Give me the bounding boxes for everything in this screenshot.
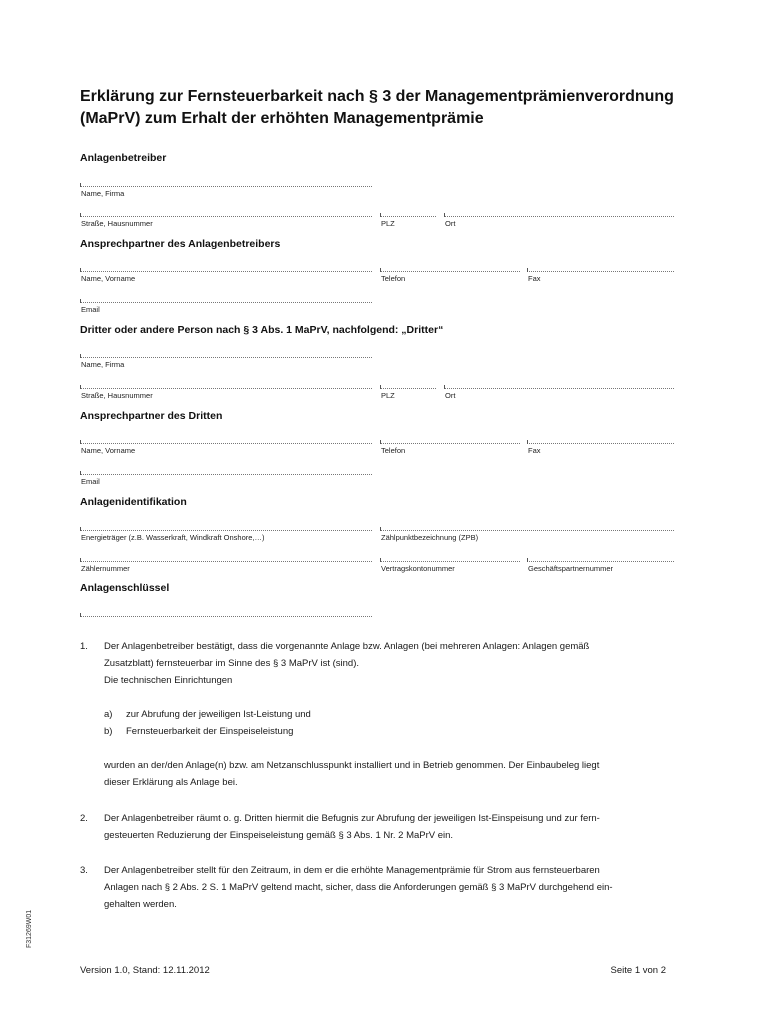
field-label: PLZ [381,219,395,228]
item-text [104,810,676,844]
dritter-telefon-field[interactable] [380,443,520,458]
field-label: Email [81,305,100,314]
item-1-conclusion [104,757,676,791]
field-label: Zählernummer [81,564,130,573]
item-line: Der Anlagenbetreiber räumt o. g. Dritten hiermit die Befugnis zur Abrufung der jeweiligen Ist-Einspeisung und zur fern- [104,813,600,824]
section-anlagenschluessel: Anlagenschlüssel [80,582,170,594]
item-number: 2. [80,813,88,824]
dritter-plz-field[interactable] [380,388,436,403]
item-line: Die technischen Einrichtungen [104,675,233,686]
dritter-fax-field[interactable] [527,443,674,458]
dritter-email-field[interactable] [80,474,372,489]
field-label: Straße, Hausnummer [81,219,153,228]
dritter-kontakt-name-field[interactable] [80,443,372,458]
betreiber-telefon-field[interactable] [380,271,520,286]
field-label: Fax [528,274,541,283]
field-label: Name, Firma [81,189,125,198]
field-label: Ort [445,219,456,228]
item-line: wurden an der/den Anlage(n) bzw. am Netzanschlusspunkt installiert und in Betrieb genommen. Der Einbaubeleg liegt [104,760,600,771]
section-anlagenbetreiber: Anlagenbetreiber [80,152,167,164]
item-text [104,638,676,689]
sub-letter: a) [104,709,113,720]
field-label: Geschäftspartnernummer [528,564,614,573]
field-label: Telefon [381,446,406,455]
form-code: F31269W01 [26,909,33,948]
field-label: Ort [445,391,456,400]
field-label: Fax [528,446,541,455]
sub-text: Fernsteuerbarkeit der Einspeiseleistung [126,726,294,737]
item-number: 3. [80,865,88,876]
item-line: Zusatzblatt) fernsteuerbar im Sinne des § 3 MaPrV ist (sind). [104,658,360,669]
item-line: Der Anlagenbetreiber stellt für den Zeitraum, in dem er die erhöhte Managementprämie für Strom aus fernsteuerbaren [104,865,600,876]
item-line: Der Anlagenbetreiber bestätigt, dass die vorgenannte Anlage bzw. Anlagen (bei mehreren Anlagen: Anlagen gemäß [104,641,590,652]
field-label: Name, Vorname [81,446,136,455]
footer-version: Version 1.0, Stand: 12.11.2012 [80,965,210,976]
zpb-field[interactable] [380,530,674,545]
item-line: Anlagen nach § 2 Abs. 2 S. 1 MaPrV geltend macht, sicher, dass die Anforderungen gemäß § 3 MaPrV durchgehend ein- [104,882,613,893]
geschaeftspartner-field[interactable] [527,561,674,576]
betreiber-strasse-field[interactable] [80,216,372,231]
vertragskonto-field[interactable] [380,561,520,576]
betreiber-ort-field[interactable] [444,216,674,231]
section-dritter: Dritter oder andere Person nach § 3 Abs. 1 MaPrV, nachfolgend: „Dritter“ [80,324,444,336]
energietraeger-field[interactable] [80,530,372,545]
anlagenschluessel-field[interactable] [80,616,372,631]
field-label: Straße, Hausnummer [81,391,153,400]
betreiber-email-field[interactable] [80,302,372,317]
sub-letter: b) [104,726,113,737]
field-label: Telefon [381,274,406,283]
item-number: 1. [80,641,88,652]
dritter-strasse-field[interactable] [80,388,372,403]
item-line: dieser Erklärung als Anlage bei. [104,777,238,788]
item-line: gehalten werden. [104,899,177,910]
betreiber-name-field[interactable] [80,186,372,201]
field-label: Zählpunktbezeichnung (ZPB) [381,533,479,542]
section-ansprechpartner-betreiber: Ansprechpartner des Anlagenbetreibers [80,238,281,250]
section-anlagenidentifikation: Anlagenidentifikation [80,496,187,508]
field-label: Name, Firma [81,360,125,369]
field-label: Vertragskontonummer [381,564,455,573]
betreiber-plz-field[interactable] [380,216,436,231]
zaehlernummer-field[interactable] [80,561,372,576]
betreiber-fax-field[interactable] [527,271,674,286]
item-text [104,862,676,913]
sub-text: zur Abrufung der jeweiligen Ist-Leistung und [126,709,311,720]
field-label: Energieträger (z.B. Wasserkraft, Windkraft Onshore,…) [81,533,265,542]
title-line-2: (MaPrV) zum Erhalt der erhöhten Managementprämie [80,110,484,127]
field-label: Name, Vorname [81,274,136,283]
field-label: Email [81,477,100,486]
item-line: gesteuerten Reduzierung der Einspeiseleistung gemäß § 3 Abs. 1 Nr. 2 MaPrV ein. [104,830,454,841]
footer-page-number: Seite 1 von 2 [610,965,666,976]
title-line-1: Erklärung zur Fernsteuerbarkeit nach § 3 der Managementprämienverordnung [80,88,674,105]
field-label: PLZ [381,391,395,400]
betreiber-kontakt-name-field[interactable] [80,271,372,286]
dritter-name-field[interactable] [80,357,372,372]
section-ansprechpartner-dritter: Ansprechpartner des Dritten [80,410,223,422]
page-title [80,86,690,130]
dritter-ort-field[interactable] [444,388,674,403]
